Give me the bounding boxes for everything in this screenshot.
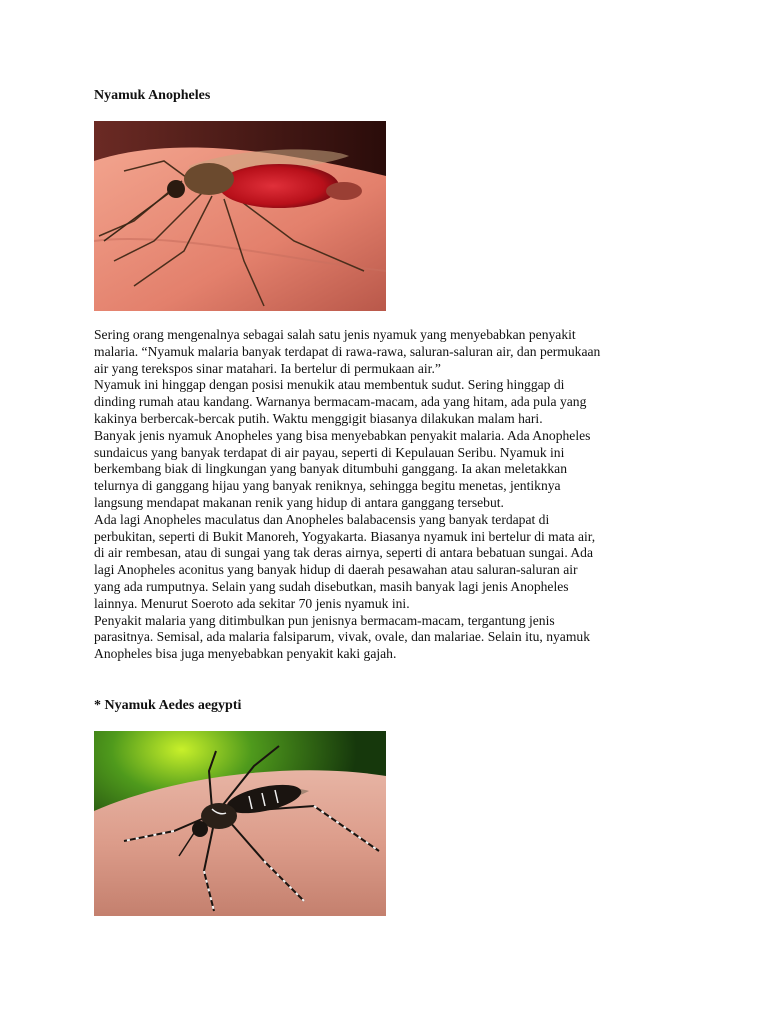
- text-line: parasitnya. Semisal, ada malaria falsiparum, vivak, ovale, dan malariae. Selain itu, nyamuk: [94, 629, 591, 645]
- text-line: telurnya di ganggang hijau yang banyak reniknya, sehingga begitu menetas, jentiknya: [94, 478, 561, 494]
- anopheles-mosquito-illustration: [94, 121, 386, 311]
- anopheles-description: [94, 327, 684, 663]
- text-line: Nyamuk ini hinggap dengan posisi menukik atau membentuk sudut. Sering hinggap di: [94, 377, 565, 393]
- text-line: Ada lagi Anopheles maculatus dan Anopheles balabacensis yang banyak terdapat di: [94, 511, 550, 527]
- section-title-aedes-aegypti: * Nyamuk Aedes aegypti: [94, 698, 242, 713]
- text-line: sundaicus yang banyak terdapat di air payau, seperti di Kepulauan Seribu. Nyamuk ini: [94, 444, 565, 460]
- text-line: berkembang biak di lingkungan yang banyak ditumbuhi ganggang. Ia akan meletakkan: [94, 461, 568, 477]
- text-line: langsung mendapat makanan renik yang hidup di antara ganggang tersebut.: [94, 494, 504, 510]
- aedes-aegypti-illustration: [94, 731, 386, 916]
- text-line: lagi Anopheles aconitus yang banyak hidup di daerah pesawahan atau saluran-saluran air: [94, 562, 578, 578]
- text-line: lainnya. Menurut Soeroto ada sekitar 70 jenis nyamuk ini.: [94, 595, 410, 611]
- text-line: dinding rumah atau kandang. Warnanya bermacam-macam, ada yang hitam, ada pula yang: [94, 394, 587, 410]
- text-line: kakinya berbercak-bercak putih. Waktu menggigit biasanya dilakukan malam hari.: [94, 410, 543, 426]
- aedes-aegypti-mosquito-photo: [94, 731, 386, 916]
- text-line: di air rembesan, atau di sungai yang tak deras airnya, seperti di antara bebatuan sungai. Ada: [94, 545, 594, 561]
- text-line: Penyakit malaria yang ditimbulkan pun jenisnya bermacam-macam, tergantung jenis: [94, 612, 555, 628]
- section-title-anopheles: Nyamuk Anopheles: [94, 88, 211, 103]
- text-line: yang ada rumputnya. Selain yang sudah disebutkan, masih banyak lagi jenis Anopheles: [94, 578, 569, 594]
- text-line: Banyak jenis nyamuk Anopheles yang bisa menyebabkan penyakit malaria. Ada Anopheles: [94, 427, 591, 443]
- text-line: Anopheles bisa juga menyebabkan penyakit kaki gajah.: [94, 646, 397, 662]
- text-line: air yang terekspos sinar matahari. Ia bertelur di permukaan air.”: [94, 360, 441, 376]
- anopheles-mosquito-photo: [94, 121, 386, 311]
- text-line: perbukitan, seperti di Bukit Manoreh, Yogyakarta. Biasanya nyamuk ini bertelur di mata air,: [94, 528, 596, 544]
- text-line: Sering orang mengenalnya sebagai salah satu jenis nyamuk yang menyebabkan penyakit: [94, 327, 576, 342]
- text-line: malaria. “Nyamuk malaria banyak terdapat di rawa-rawa, saluran-saluran air, dan permukaan: [94, 343, 601, 359]
